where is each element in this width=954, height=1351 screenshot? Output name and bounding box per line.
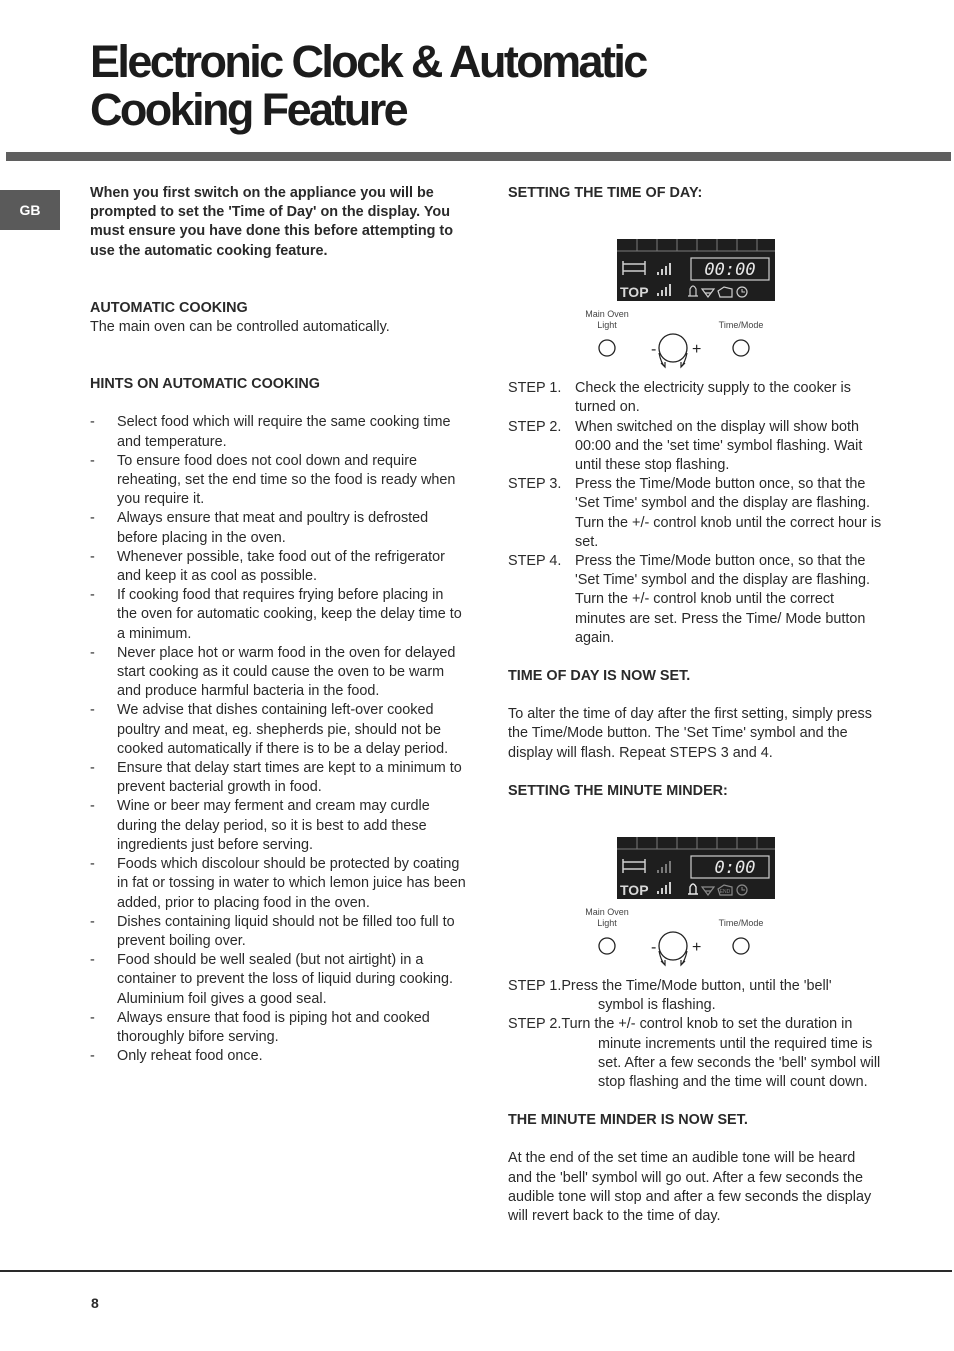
list-item: - Always ensure that meat and poultry is defrosted before placing in the oven. bbox=[90, 509, 466, 547]
list-item: - We advise that dishes containing left-over cooked poultry and meat, eg. shepherds pie, should not be cooked automatically if there is to be a delay period. bbox=[90, 701, 466, 759]
minus-label: - bbox=[651, 341, 657, 359]
step-text: Press the Time/Mode button once, so that the 'Set Time' symbol and the display are flashing. Turn the +/- control knob until the correct minutes are set. Press the Time/ Mode button again. bbox=[575, 553, 871, 646]
list-item: - Never place hot or warm food in the oven for delayed start cooking as it could cause the oven to be warm and produce harmful bacteria in the food. bbox=[90, 644, 466, 702]
list-item bbox=[508, 552, 882, 648]
list-item bbox=[508, 418, 882, 476]
control-knob[interactable] bbox=[659, 932, 687, 960]
step-label: STEP 2. bbox=[508, 1016, 562, 1033]
control-panel-diagram-2 bbox=[508, 811, 882, 967]
step-text: When switched on the display will show both 00:00 and the 'set time' symbol flashing. Wait until these stop flashing. bbox=[575, 418, 863, 474]
list-item bbox=[508, 379, 882, 417]
control-panel-svg-2 bbox=[575, 811, 815, 967]
time-of-day-steps bbox=[508, 379, 882, 648]
light-button-label-line-1: Main Oven bbox=[585, 907, 629, 918]
minute-minder-set-heading: THE MINUTE MINDER IS NOW SET. bbox=[508, 1112, 748, 1129]
list-item: - If cooking food that requires frying before placing in the oven for automatic cooking, keep the delay time to a minimum. bbox=[90, 586, 466, 644]
left-column bbox=[90, 184, 466, 1066]
automatic-cooking-heading: AUTOMATIC COOKING bbox=[90, 299, 248, 316]
end-label: END bbox=[719, 889, 731, 896]
top-label: TOP bbox=[620, 284, 649, 301]
top-label: TOP bbox=[620, 882, 649, 899]
main-oven-light-button[interactable] bbox=[599, 938, 615, 954]
automatic-cooking-text: The main oven can be controlled automatically. bbox=[90, 319, 390, 336]
hints-heading: HINTS ON AUTOMATIC COOKING bbox=[90, 376, 320, 393]
time-of-day-heading: SETTING THE TIME OF DAY: bbox=[508, 185, 703, 201]
light-button-label-line-1: Main Oven bbox=[585, 309, 629, 320]
list-item: - To ensure food does not cool down and require reheating, set the end time so the food is ready when you require it. bbox=[90, 452, 466, 510]
list-item: - Only reheat food once. bbox=[90, 1047, 466, 1066]
step-label: STEP 2. bbox=[508, 418, 562, 435]
control-panel-svg-1 bbox=[575, 213, 815, 369]
list-item bbox=[508, 475, 882, 552]
footer-rule bbox=[0, 1270, 952, 1272]
step-label: STEP 1. bbox=[508, 380, 562, 397]
right-column bbox=[508, 184, 882, 1226]
header-rule bbox=[6, 152, 951, 161]
hints-list bbox=[90, 413, 466, 1066]
minute-minder-steps bbox=[508, 977, 882, 1092]
title-line-2: Cooking Feature bbox=[90, 84, 407, 135]
time-mode-button[interactable] bbox=[733, 340, 749, 356]
step-text: Press the Time/Mode button once, so that the 'Set Time' symbol and the display are flashing. Turn the +/- control knob until the correct hour is set. bbox=[575, 476, 882, 550]
time-mode-button[interactable] bbox=[733, 938, 749, 954]
time-mode-button-label: Time/Mode bbox=[718, 918, 764, 929]
list-item: - Whenever possible, take food out of the refrigerator and keep it as cool as possible. bbox=[90, 548, 466, 586]
display-time: 0:00 bbox=[714, 858, 756, 879]
step-label: STEP 1. bbox=[508, 978, 562, 995]
list-item: - Foods which discolour should be protected by coating in fat or tossing in water to which lemon juice has been added, prior to placing food in the oven. bbox=[90, 855, 466, 913]
list-item: - Food should be well sealed (but not airtight) in a container to prevent the loss of liquid during cooking. Aluminium foil gives a good seal. bbox=[90, 951, 466, 1009]
minute-minder-heading: SETTING THE MINUTE MINDER: bbox=[508, 782, 728, 799]
step-text: Check the electricity supply to the cooker is turned on. bbox=[575, 380, 851, 416]
time-mode-button-label: Time/Mode bbox=[718, 320, 764, 331]
step-lead: Press the Time/Mode button, until the 'bell' bbox=[561, 978, 832, 995]
main-oven-light-button[interactable] bbox=[599, 340, 615, 356]
page-number: 8 bbox=[91, 1295, 99, 1311]
plus-label: + bbox=[692, 939, 702, 957]
step-text: minute increments until the required time is set. After a few seconds the 'bell' symbol will stop flashing and the time will count down. bbox=[598, 1035, 881, 1091]
page-title bbox=[90, 38, 646, 134]
list-item: - Dishes containing liquid should not be filled too full to prevent boiling over. bbox=[90, 913, 466, 951]
control-panel-diagram-1 bbox=[508, 213, 882, 369]
intro-text: When you first switch on the appliance you will be prompted to set the 'Time of Day' on the display. You must ensure you have done this before attempting to use the automatic cooking feature. bbox=[90, 185, 454, 259]
list-item: - Select food which will require the same cooking time and temperature. bbox=[90, 413, 466, 451]
language-tab: GB bbox=[0, 190, 60, 230]
step-text: symbol is flashing. bbox=[598, 997, 716, 1014]
step-lead: Turn the +/- control knob to set the duration in bbox=[561, 1016, 853, 1033]
light-button-label-line-2: Light bbox=[597, 918, 617, 929]
time-set-heading: TIME OF DAY IS NOW SET. bbox=[508, 668, 691, 685]
plus-label: + bbox=[692, 341, 702, 359]
control-knob[interactable] bbox=[659, 334, 687, 362]
light-button-label-line-2: Light bbox=[597, 320, 617, 331]
list-item: - Wine or beer may ferment and cream may curdle during the delay period, so it is best to add these ingredients just before serving. bbox=[90, 797, 466, 855]
title-line-1: Electronic Clock & Automatic bbox=[90, 36, 646, 87]
list-item: - Always ensure that food is piping hot and cooked thoroughly bifore serving. bbox=[90, 1009, 466, 1047]
list-item bbox=[508, 1015, 882, 1092]
minus-label: - bbox=[651, 939, 657, 957]
step-label: STEP 4. bbox=[508, 553, 562, 570]
list-item: - Ensure that delay start times are kept to a minimum to prevent bacterial growth in food. bbox=[90, 759, 466, 797]
display-time: 00:00 bbox=[704, 260, 756, 281]
list-item bbox=[508, 977, 882, 1015]
alter-time-text: To alter the time of day after the first setting, simply press the Time/Mode button. The 'Set Time' symbol and the display will flash. Repeat STEPS 3 and 4. bbox=[508, 706, 872, 761]
step-label: STEP 3. bbox=[508, 476, 562, 493]
minute-minder-end-text: At the end of the set time an audible tone will be heard and the 'bell' symbol will go out. After a few seconds the audible tone will stop and after a few seconds the display will revert back to the time of day. bbox=[508, 1150, 872, 1225]
